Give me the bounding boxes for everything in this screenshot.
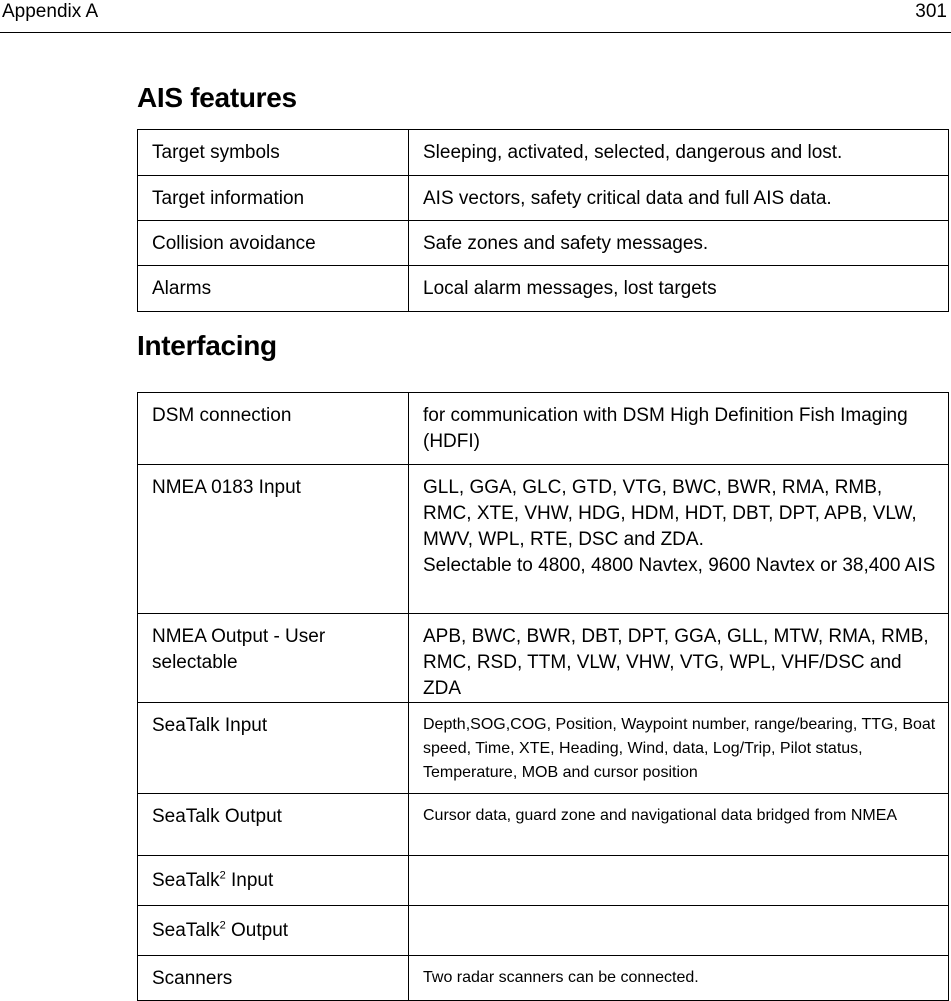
row-value: for communication with DSM High Definition Fish Imaging (HDFI) (409, 393, 949, 465)
interfacing-heading: Interfacing (137, 330, 277, 361)
interfacing-table (137, 392, 949, 1001)
row-value: Safe zones and safety messages. (409, 221, 949, 266)
superscript: 2 (219, 869, 226, 882)
row-value: Cursor data, guard zone and navigational data bridged from NMEA (409, 794, 949, 856)
table-row (138, 906, 949, 956)
superscript: 2 (219, 919, 226, 932)
label-suffix: Input (225, 869, 274, 891)
row-label: DSM connection (138, 393, 409, 465)
table-row (138, 266, 949, 312)
row-label: NMEA Output - User selectable (138, 614, 409, 703)
row-label: Target symbols (138, 130, 409, 176)
header-rule (0, 32, 951, 33)
row-value: AIS vectors, safety critical data and full AIS data. (409, 176, 949, 221)
ais-features-table (137, 129, 949, 312)
running-header-section: Appendix A (2, 1, 99, 22)
row-label: SeaTalk Output (138, 794, 409, 856)
label-text: SeaTalk (152, 869, 220, 891)
table-row (138, 130, 949, 176)
row-label: Alarms (138, 266, 409, 312)
row-value-line: GLL, GGA, GLC, GTD, VTG, BWC, BWR, RMA, RMB, RMC, XTE, VHW, HDG, HDM, HDT, DBT, DPT, APB, VLW, MWV, WPL, RTE, DSC and ZDA. (423, 477, 917, 550)
row-value (409, 856, 949, 906)
row-value: Two radar scanners can be connected. (409, 956, 949, 1001)
row-value (409, 465, 949, 614)
table-row (138, 176, 949, 221)
label-text: SeaTalk (152, 919, 220, 941)
row-value (409, 906, 949, 956)
row-label: Collision avoidance (138, 221, 409, 266)
row-label (138, 906, 409, 956)
table-row (138, 856, 949, 906)
table-row (138, 956, 949, 1001)
row-value: Sleeping, activated, selected, dangerous and lost. (409, 130, 949, 176)
row-label: SeaTalk Input (138, 703, 409, 794)
label-suffix: Output (225, 919, 289, 941)
row-label (138, 856, 409, 906)
row-value-line: Selectable to 4800, 4800 Navtex, 9600 Navtex or 38,400 AIS (423, 555, 936, 576)
table-row (138, 393, 949, 465)
row-value: Depth,SOG,COG, Position, Waypoint number, range/bearing, TTG, Boat speed, Time, XTE, Heading, Wind, data, Log/Trip, Pilot status, Temperature, MOB and cursor position (409, 703, 949, 794)
row-label: Target information (138, 176, 409, 221)
table-row (138, 794, 949, 856)
table-row (138, 703, 949, 794)
table-row (138, 221, 949, 266)
table-row (138, 465, 949, 614)
table-row (138, 614, 949, 703)
row-value: Local alarm messages, lost targets (409, 266, 949, 312)
row-value: APB, BWC, BWR, DBT, DPT, GGA, GLL, MTW, RMA, RMB, RMC, RSD, TTM, VLW, VHW, VTG, WPL, VHF/DSC and ZDA (409, 614, 949, 703)
page-number: 301 (915, 1, 947, 22)
ais-features-heading: AIS features (137, 82, 297, 113)
row-label: NMEA 0183 Input (138, 465, 409, 614)
row-label: Scanners (138, 956, 409, 1001)
